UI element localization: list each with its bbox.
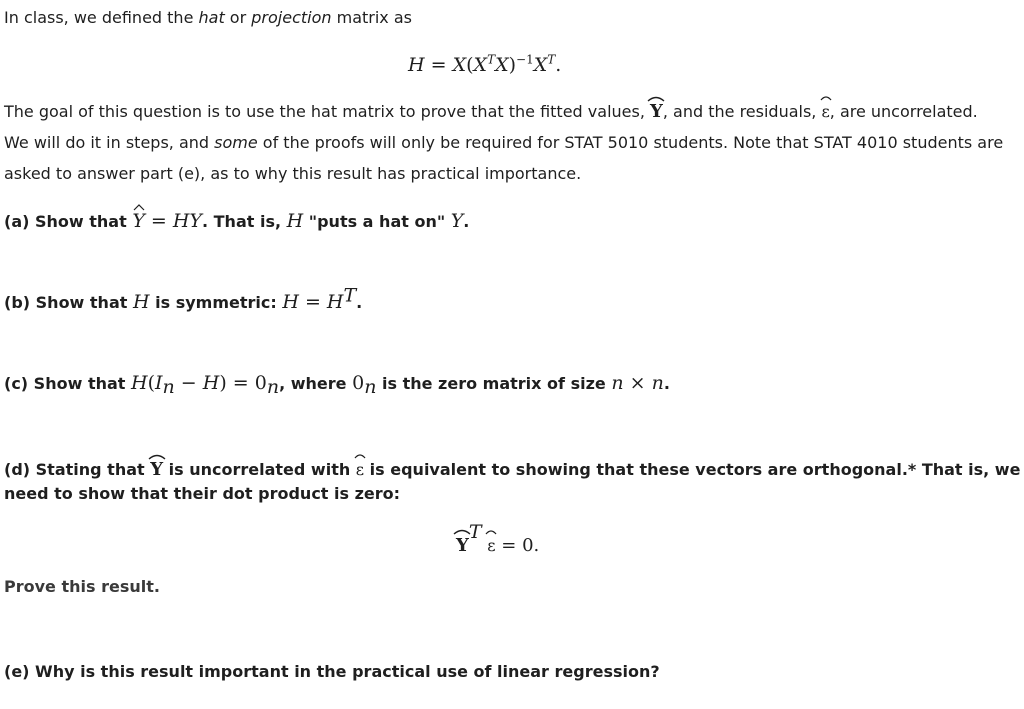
part-c-close: ) xyxy=(219,372,227,394)
part-c-zero-sub: n xyxy=(266,376,280,399)
intro-or-word: or xyxy=(224,8,252,27)
part-d-prefix: (d) Stating that xyxy=(4,460,151,479)
hat-matrix-formula xyxy=(408,54,561,76)
formula-h: H xyxy=(408,54,425,76)
part-c-end: . xyxy=(663,374,670,393)
part-b-h: H xyxy=(132,291,150,313)
intro-hat-word: hat xyxy=(198,8,225,27)
eq-rest: = 0. xyxy=(495,535,540,556)
part-d-mid: is uncorrelated with xyxy=(163,460,356,479)
wide-hat-icon xyxy=(148,453,166,460)
part-c-times: × xyxy=(623,372,652,394)
goal-line-2 xyxy=(4,133,1003,153)
part-c-size-n2: n xyxy=(651,372,664,394)
part-c-zero: 0 xyxy=(254,372,267,394)
wide-hat-icon xyxy=(820,95,832,101)
goal-line-3: asked to answer part (e), as to why this result has practical importance. xyxy=(4,164,582,183)
part-c-minus: − xyxy=(174,372,203,394)
formula-x: X xyxy=(452,54,467,76)
eq-eps-hat xyxy=(487,535,495,555)
y-hat-bold-symbol xyxy=(650,101,663,122)
goal-line1-mid: , and the residuals, xyxy=(662,102,822,121)
goal-y-text: Y xyxy=(650,101,663,122)
part-a-hy: HY xyxy=(172,210,202,232)
formula-transpose-2: T xyxy=(547,52,556,67)
goal-line1-prefix: The goal of this question is to use the hat matrix to prove that the fitted values, xyxy=(4,102,650,121)
part-d-eps-hat xyxy=(356,459,364,480)
part-c-eq: = xyxy=(226,372,255,394)
part-a-suffix: "puts a hat on" xyxy=(303,212,451,231)
part-c-i-sub: n xyxy=(162,376,175,399)
formula-xt: X xyxy=(473,54,488,76)
wide-hat-icon xyxy=(647,95,665,102)
intro-projection-word: projection xyxy=(251,8,332,27)
goal-line2-prefix: We will do it in steps, and xyxy=(4,133,215,152)
part-b-eq: = xyxy=(298,291,327,313)
part-d-line-1 xyxy=(4,459,1020,480)
formula-transpose: T xyxy=(487,52,496,67)
intro-prefix: In class, we defined the xyxy=(4,8,199,27)
hat-icon xyxy=(133,204,145,210)
part-d-line-2: need to show that their dot product is zero: xyxy=(4,484,401,503)
part-a-yhat-text: Y xyxy=(132,210,145,232)
part-a-y: Y xyxy=(450,210,464,232)
part-b-transpose: T xyxy=(343,284,357,307)
part-c-open: ( xyxy=(147,372,155,394)
part-a-y-hat xyxy=(132,211,145,231)
formula-close-paren: ) xyxy=(508,54,517,76)
part-b-end: . xyxy=(356,293,363,312)
eq-eps-text: ε xyxy=(487,536,496,555)
goal-line-1 xyxy=(4,101,978,122)
formula-x2: X xyxy=(495,54,509,76)
part-e: (e) Why is this result important in the practical use of linear regression? xyxy=(4,662,660,681)
part-d-eps-text: ε xyxy=(355,460,365,479)
part-d-y-text: Y xyxy=(150,459,164,480)
wide-hat-icon xyxy=(485,529,497,535)
part-d-suffix: is equivalent to showing that these vectors are orthogonal.* That is, we xyxy=(364,460,1021,479)
formula-period: . xyxy=(555,54,562,76)
part-b-h2: H xyxy=(282,291,299,313)
part-a-prefix: (a) Show that xyxy=(4,212,133,231)
part-c-zero2: 0 xyxy=(352,372,365,394)
part-a-eq: = xyxy=(144,210,173,232)
part-c-h2: H xyxy=(202,372,220,394)
part-d-y-hat xyxy=(150,459,163,480)
part-b xyxy=(4,284,363,313)
part-c xyxy=(4,372,670,399)
formula-open-paren: ( xyxy=(466,54,474,76)
part-b-h3: H xyxy=(326,291,344,313)
part-a xyxy=(4,211,469,232)
part-c-zero2-sub: n xyxy=(364,376,377,399)
part-a-mid: . That is, xyxy=(201,212,287,231)
part-c-h: H xyxy=(131,372,148,394)
formula-equals: = xyxy=(430,54,447,76)
goal-line2-suffix: of the proofs will only be required for STAT 5010 students. Note that STAT 4010 students are xyxy=(257,133,1004,152)
part-c-i: I xyxy=(155,372,163,394)
dot-product-equation xyxy=(456,521,540,556)
part-c-suffix: is the zero matrix of size xyxy=(376,374,612,393)
eq-y-hat xyxy=(456,534,469,556)
part-c-size-n: n xyxy=(611,372,624,394)
goal-eps-text: ε xyxy=(821,102,830,121)
eq-transpose: T xyxy=(468,521,482,543)
part-c-mid: , where xyxy=(279,374,353,393)
wide-hat-icon xyxy=(354,453,366,459)
part-a-end: . xyxy=(463,212,470,231)
formula-inverse: −1 xyxy=(516,52,534,67)
part-c-prefix: (c) Show that xyxy=(4,374,131,393)
intro-text xyxy=(4,8,412,28)
intro-suffix: matrix as xyxy=(331,8,412,27)
prove-this-result: Prove this result. xyxy=(4,577,160,596)
goal-line1-suffix: , are uncorrelated. xyxy=(829,102,978,121)
epsilon-hat-symbol xyxy=(821,101,829,122)
formula-x3: X xyxy=(533,54,548,76)
part-b-prefix: (b) Show that xyxy=(4,293,133,312)
part-b-mid: is symmetric: xyxy=(149,293,283,312)
part-a-h: H xyxy=(286,210,304,232)
eq-y-text: Y xyxy=(456,535,469,556)
goal-some-word: some xyxy=(214,133,258,152)
